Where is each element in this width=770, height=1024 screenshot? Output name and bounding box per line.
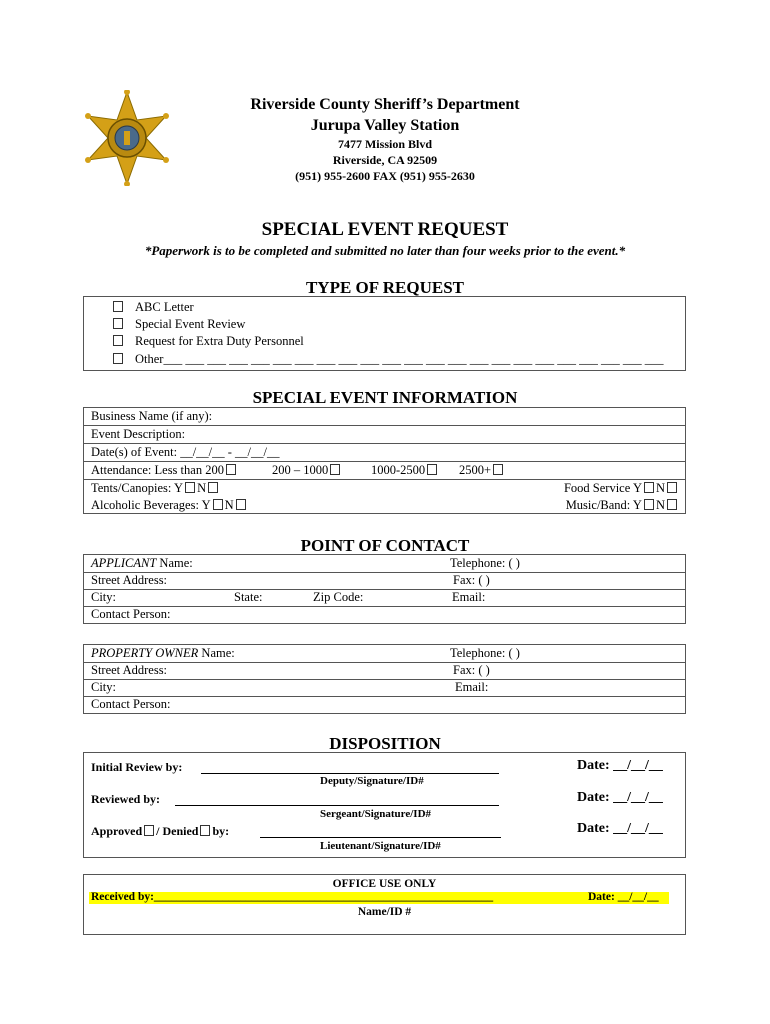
department-name: Riverside County Sheriff’s Department [250, 96, 520, 113]
address-line-2: Riverside, CA 92509 [332, 153, 438, 167]
phone-fax: (951) 955-2600 FAX (951) 955-2630 [295, 169, 475, 183]
checkbox-icon[interactable] [113, 353, 123, 364]
name-id-caption: Name/ID # [357, 906, 412, 918]
option-other[interactable]: Other___ ___ ___ ___ ___ ___ ___ ___ ___ ___ ___ ___ ___ ___ ___ ___ ___ ___ ___ ___ ___ ___ ___ [113, 352, 663, 367]
reviewed-signature-line[interactable] [175, 791, 499, 806]
reviewed-by-label: Reviewed by: [91, 792, 160, 806]
approved-signature-line[interactable] [260, 823, 501, 838]
approved-denied-label: Approved / Denied by: [91, 824, 230, 838]
disposition-box [83, 752, 686, 858]
checkbox-icon[interactable] [200, 825, 210, 836]
checkbox-icon[interactable] [185, 482, 195, 493]
event-info-title: SPECIAL EVENT INFORMATION [252, 388, 518, 407]
applicant-box [83, 554, 686, 624]
event-yn-rows: Tents/Canopies: Y N Alcoholic Beverages: Y N Food Service Y N Music/Band: Y N [84, 480, 685, 514]
lieutenant-signature-caption: Lieutenant/Signature/ID# [320, 840, 441, 852]
sergeant-signature-caption: Sergeant/Signature/ID# [320, 808, 432, 820]
business-name-field[interactable]: Business Name (if any): [84, 408, 685, 426]
checkbox-icon[interactable] [667, 482, 677, 493]
event-dates-field[interactable]: Date(s) of Event: __/__/__ - __/__/__ [84, 444, 685, 462]
checkbox-icon[interactable] [427, 464, 437, 475]
owner-contact-row[interactable]: Contact Person: [91, 697, 171, 711]
owner-city-row[interactable]: City: Email: [84, 679, 685, 697]
office-use-box [83, 874, 686, 935]
applicant-name-row[interactable]: APPLICANT Name: Telephone: ( ) [84, 555, 685, 573]
checkbox-icon[interactable] [330, 464, 340, 475]
option-extra-duty[interactable]: Request for Extra Duty Personnel [113, 334, 304, 349]
checkbox-icon[interactable] [208, 482, 218, 493]
checkbox-icon[interactable] [113, 301, 123, 312]
checkbox-icon[interactable] [493, 464, 503, 475]
initial-review-date[interactable]: Date: __/__/__ [577, 758, 663, 773]
checkbox-icon[interactable] [226, 464, 236, 475]
office-date-field[interactable]: Date: __/__/__ [588, 891, 659, 903]
reviewed-date[interactable]: Date: __/__/__ [577, 790, 663, 805]
event-description-field[interactable]: Event Description: [84, 426, 685, 444]
checkbox-icon[interactable] [236, 499, 246, 510]
deputy-signature-caption: Deputy/Signature/ID# [320, 775, 424, 787]
event-info-box [83, 407, 686, 514]
applicant-contact-row[interactable]: Contact Person: [91, 607, 171, 621]
initial-review-label: Initial Review by: [91, 760, 183, 774]
attendance-row: Attendance: Less than 200 200 – 1000 1000-2500 2500+ [84, 462, 685, 480]
checkbox-icon[interactable] [144, 825, 154, 836]
owner-name-row[interactable]: PROPERTY OWNER Name: Telephone: ( ) [84, 645, 685, 663]
applicant-street-row[interactable]: Street Address: Fax: ( ) [84, 572, 685, 590]
submission-notice: *Paperwork is to be completed and submitted no later than four weeks prior to the event.* [144, 243, 626, 258]
office-use-title: OFFICE USE ONLY [332, 878, 437, 890]
checkbox-icon[interactable] [113, 335, 123, 346]
received-by-field[interactable]: Received by:___________________________________________________________ [91, 891, 494, 903]
form-title: SPECIAL EVENT REQUEST [261, 219, 509, 240]
checkbox-icon[interactable] [667, 499, 677, 510]
approved-date[interactable]: Date: __/__/__ [577, 821, 663, 836]
checkbox-icon[interactable] [644, 482, 654, 493]
checkbox-icon[interactable] [644, 499, 654, 510]
option-special-event-review[interactable]: Special Event Review [113, 317, 245, 332]
initial-review-signature-line[interactable] [201, 759, 499, 774]
checkbox-icon[interactable] [213, 499, 223, 510]
address-line-1: 7477 Mission Blvd [337, 137, 433, 151]
option-abc-letter[interactable]: ABC Letter [113, 300, 194, 315]
applicant-city-row[interactable]: City: State: Zip Code: Email: [84, 589, 685, 607]
point-of-contact-title: POINT OF CONTACT [300, 536, 470, 555]
station-name: Jurupa Valley Station [310, 117, 460, 134]
owner-street-row[interactable]: Street Address: Fax: ( ) [84, 662, 685, 680]
disposition-title: DISPOSITION [329, 734, 441, 753]
checkbox-icon[interactable] [113, 318, 123, 329]
owner-box [83, 644, 686, 714]
type-of-request-title: TYPE OF REQUEST [305, 278, 465, 297]
